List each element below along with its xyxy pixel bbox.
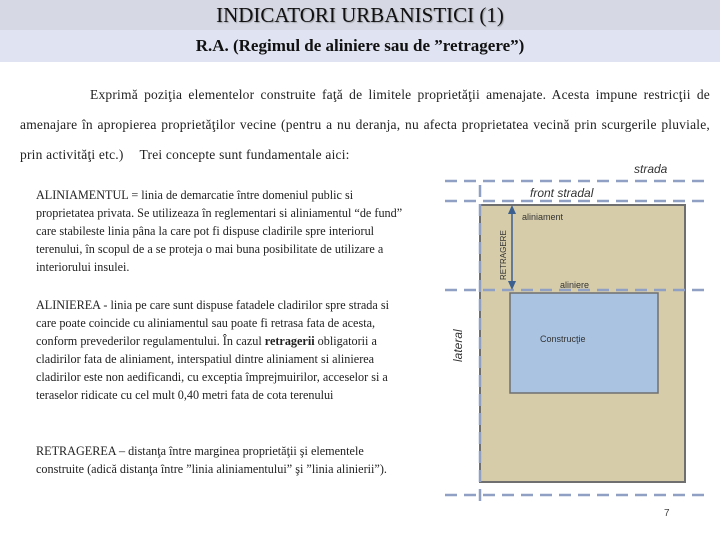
slide-title: INDICATORI URBANISTICI (1): [216, 3, 504, 27]
intro-text: Exprimă poziţia elementelor construite faţă de limitele proprietăţii amenajate. Acesta impune restricţii de amenajare în apropierea proprietăţilor vecine (pentru a nu deranja, nu afecta proprietatea vecină prin scurgerile pluviale, prin activităţi etc.): [20, 87, 710, 162]
label-constructie: Construcţie: [540, 334, 586, 344]
label-aliniament: aliniament: [522, 212, 564, 222]
label-front-stradal: front stradal: [530, 186, 594, 200]
page-number: 7: [664, 508, 670, 519]
label-lateral: lateral: [451, 329, 465, 362]
intro-text-concepts: Trei concepte sunt fundamentale aici:: [139, 147, 350, 162]
alinierea-bold-term: retragerii: [264, 334, 315, 348]
label-strada: strada: [634, 162, 668, 176]
label-retragere: RETRAGERE: [499, 230, 508, 280]
slide-subtitle: R.A. (Regimul de aliniere sau de ”retragere”): [195, 36, 525, 55]
alinierea-text-end: obligatorii a cladirilor fata de aliniament, interspatiul dintre aliniament si alinierea cladirilor este non aedificandi, cu exceptia împrejmuirilor, acceselor si a teraselor ridicate cu cel mult 0,40 metri fata de cota terenului: [36, 334, 388, 402]
aliniamentul-paragraph: ALINIAMENTUL = linia de demarcatie între domeniul public si proprietatea privata. Se utilizeaza în reglementari si aliniamentul “de fund” care stabileste linia pâna la care pot fi dispuse cladirile spre interiorul terenului, în scopul de a se proteja o mai buna posibilitate de utilizare a interiorului insulei.: [36, 188, 403, 274]
alinierea-text: ALINIEREA - linia pe care sunt dispuse fatadele cladirilor spre strada si care poate coincide cu aliniamentul sau poate fi retrasa fata de acesta, conform prevederilor regulamentului. În cazul: [36, 298, 389, 348]
retragerea-paragraph: RETRAGEREA – distanţa între marginea proprietăţii şi elementele construite (adică distanţa între ”linia aliniamentului” şi ”linia alinierii”).: [36, 444, 387, 476]
label-aliniere: aliniere: [560, 280, 590, 290]
